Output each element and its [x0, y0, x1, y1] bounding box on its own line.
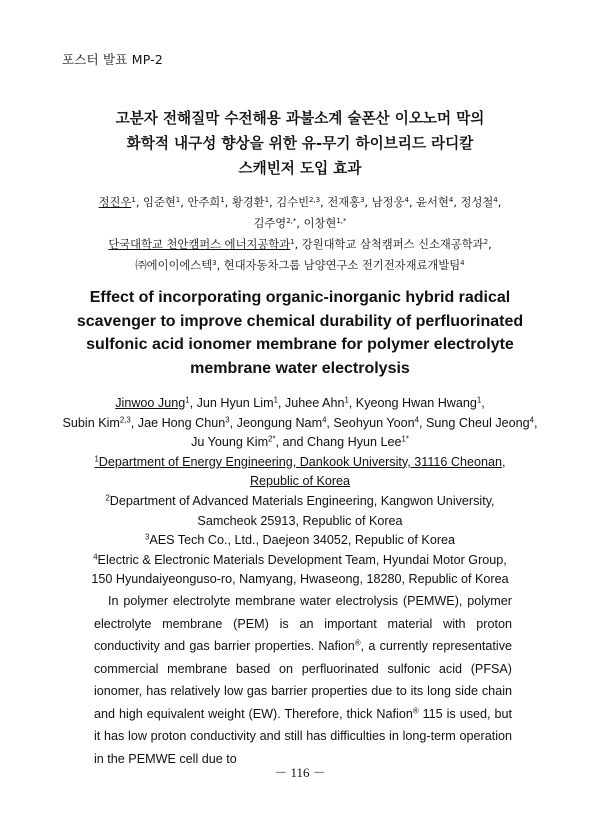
korean-title-line: 고분자 전해질막 수전해용 과불소계 술폰산 이오노머 막의	[115, 110, 485, 127]
author-name: 이창현	[303, 217, 337, 230]
author-mark: 4	[414, 415, 419, 425]
author-mark: 3	[360, 196, 365, 205]
author-mark: 4	[493, 196, 498, 205]
english-affiliation	[60, 531, 540, 551]
affiliation-name: ㈜에이이에스텍	[135, 259, 213, 272]
author-mark: 4	[404, 196, 409, 205]
registered-mark: ®	[354, 638, 361, 648]
korean-affiliation-line: ㈜에이이에스텍$^3$, 현대자동차그룹 남양연구소 전기전자재료개발팀$^4$	[135, 259, 465, 272]
korean-title-line: 화학적 내구성 향상을 위한 유-무기 하이브리드 라디칼	[126, 135, 474, 152]
author-mark: 1	[344, 395, 349, 405]
author-name: Jae Hong Chun	[137, 415, 226, 430]
author-name: 남정웅	[371, 196, 405, 209]
affiliation-line	[60, 492, 540, 512]
author-name: Jeongung Nam	[236, 415, 323, 430]
author-name: 김수빈	[276, 196, 309, 209]
registered-mark: ®	[412, 706, 419, 716]
english-affiliation	[60, 453, 540, 492]
affiliation-mark: 4	[460, 259, 465, 268]
affiliation-text: Department of Advanced Materials Engineering, Kangwon University,	[109, 493, 495, 508]
korean-affiliation-line: 단국대학교 천안캠퍼스 에너지공학과$^1$, 강원대학교 삼척캠퍼스 신소재공학과$^2$,	[108, 238, 492, 251]
author-name: 임준현	[143, 196, 176, 209]
affiliation-mark: 3	[144, 532, 150, 542]
author-mark: 2,3	[309, 196, 321, 205]
english-author-line: Jinwoo Jung$^1$, Jun Hyun Lim$^1$, Juhee Ahn$^1$, Kyeong Hwan Hwang$^1$,	[115, 395, 485, 410]
author-mark: 4	[529, 415, 534, 425]
affiliation-mark: 1	[94, 454, 99, 464]
author-name: Seohyun Yoon	[333, 415, 415, 430]
affiliation-mark: 4	[93, 552, 98, 562]
affiliation-name: 현대자동차그룹 남양연구소 전기전자재료개발팀	[223, 259, 461, 272]
english-title-line: membrane water electrolysis	[190, 359, 410, 377]
korean-author-line: 정진우$^1$, 임준현$^1$, 안주희$^1$, 황경환$^1$, 김수빈$^{2,3}$, 전재홍$^3$, 남정웅$^4$, 윤서현$^4$, 정성철$^4$,	[98, 196, 502, 209]
english-title-line: sulfonic acid ionomer membrane for polymer electrolyte	[86, 336, 514, 354]
korean-title-line: 스캐빈저 도입 효과	[238, 160, 362, 177]
english-title	[0, 286, 600, 380]
author-name: 김주영	[253, 217, 287, 230]
abstract-text: , a currently representative commercial membrane based on perfluorinated sulfonic acid (PFSA) ionomer, has relatively low gas barrier properties due to its long side chain and high equivalent weight (EW). Therefore, thick Nafion	[94, 639, 512, 721]
english-author-line: Subin Kim$^{2,3}$, Jae Hong Chun$^3$, Jeongung Nam$^4$, Seohyun Yoon$^4$, Sung Cheul Jeong$^4$, Ju Young Kim$^{2*}$, and Chang Hyun Lee$^{1*}$	[62, 415, 538, 450]
author-name: Kyeong Hwan Hwang	[355, 396, 477, 410]
author-name: 안주희	[187, 196, 221, 209]
author-mark: 4	[322, 415, 327, 425]
author-name: 정성철	[460, 196, 494, 209]
affiliation-line	[60, 551, 540, 571]
author-mark: 1	[185, 395, 190, 405]
author-mark: 1	[273, 395, 278, 405]
korean-author-line: 김주영$^{2,*}$, 이창현$^{1,*}$	[253, 217, 347, 230]
author-mark: 1*	[401, 434, 409, 444]
author-mark: 3	[225, 415, 230, 425]
affiliation-text: AES Tech Co., Ltd., Daejeon 34052, Republic of Korea	[149, 533, 456, 548]
author-mark: 4	[448, 196, 454, 205]
author-name: 윤서현	[416, 196, 449, 209]
affiliation-line	[60, 531, 540, 551]
author-name: Jun Hyun Lim	[196, 396, 274, 410]
author-mark: 2*	[268, 434, 276, 444]
author-name: Ju Young Kim	[191, 435, 269, 450]
abstract-text: In polymer electrolyte membrane water electrolysis (PEMWE), polymer electrolyte membrane (PEM) is an important material with proton conductivity and gas barrier properties. Nafion	[94, 594, 512, 653]
affiliation-mark: 1	[290, 238, 295, 247]
presenting-author: Jinwoo Jung	[115, 396, 186, 410]
affiliation-name: 단국대학교 천안캠퍼스 에너지공학과	[108, 238, 291, 251]
korean-title	[0, 106, 600, 181]
author-mark: 2,3	[119, 415, 131, 425]
author-mark: 1	[220, 196, 225, 205]
affiliation-text: Department of Energy Engineering, Dankook University, 31116 Cheonan,	[98, 454, 506, 469]
author-mark: 1	[131, 196, 136, 205]
english-affiliation	[60, 551, 540, 590]
author-mark: 1,*	[336, 217, 347, 226]
author-name: Subin Kim	[62, 415, 120, 430]
author-mark: 1	[175, 196, 181, 205]
presenting-author: 정진우	[98, 196, 132, 209]
author-name: and Chang Hyun Lee	[282, 435, 402, 450]
session-tag: 포스터 발표 MP-2	[62, 52, 164, 67]
affiliation-line: 150 Hyundaiyeonguso-ro, Namyang, Hwaseong, 18280, Republic of Korea	[91, 572, 509, 587]
english-title-line: Effect of incorporating organic-inorganic hybrid radical	[89, 289, 511, 306]
author-name: Sung Cheul Jeong	[426, 415, 530, 430]
affiliation-text: Electric & Electronic Materials Development Team, Hyundai Motor Group,	[97, 552, 507, 567]
english-affiliation	[60, 492, 540, 531]
affiliation-line: Samcheok 25913, Republic of Korea	[197, 513, 403, 528]
affiliation-line: Republic of Korea	[249, 474, 351, 489]
affiliation-mark: 3	[212, 259, 217, 268]
affiliation-mark: 2	[105, 493, 110, 503]
affiliation-mark: 2	[483, 238, 489, 247]
author-name: 전재홍	[327, 196, 361, 209]
author-name: Juhee Ahn	[284, 396, 345, 410]
english-author-block	[60, 394, 540, 590]
english-title-line: scavenger to improve chemical durability of perfluorinated	[76, 312, 524, 330]
page-number: － 116 －	[274, 765, 326, 780]
author-mark: 1	[264, 196, 270, 205]
affiliation-line	[60, 453, 540, 473]
korean-author-block	[40, 192, 560, 276]
affiliation-name: 강원대학교 삼척캠퍼스 신소재공학과	[301, 238, 484, 251]
author-name: 황경환	[231, 196, 265, 209]
abstract-paragraph	[94, 590, 512, 770]
author-mark: 1	[476, 395, 482, 405]
author-mark: 2,*	[286, 217, 297, 226]
abstract-text: 115 is used, but it has low proton conductivity and still has difficulties in long-term operation in the PEMWE cell due to	[94, 706, 512, 766]
